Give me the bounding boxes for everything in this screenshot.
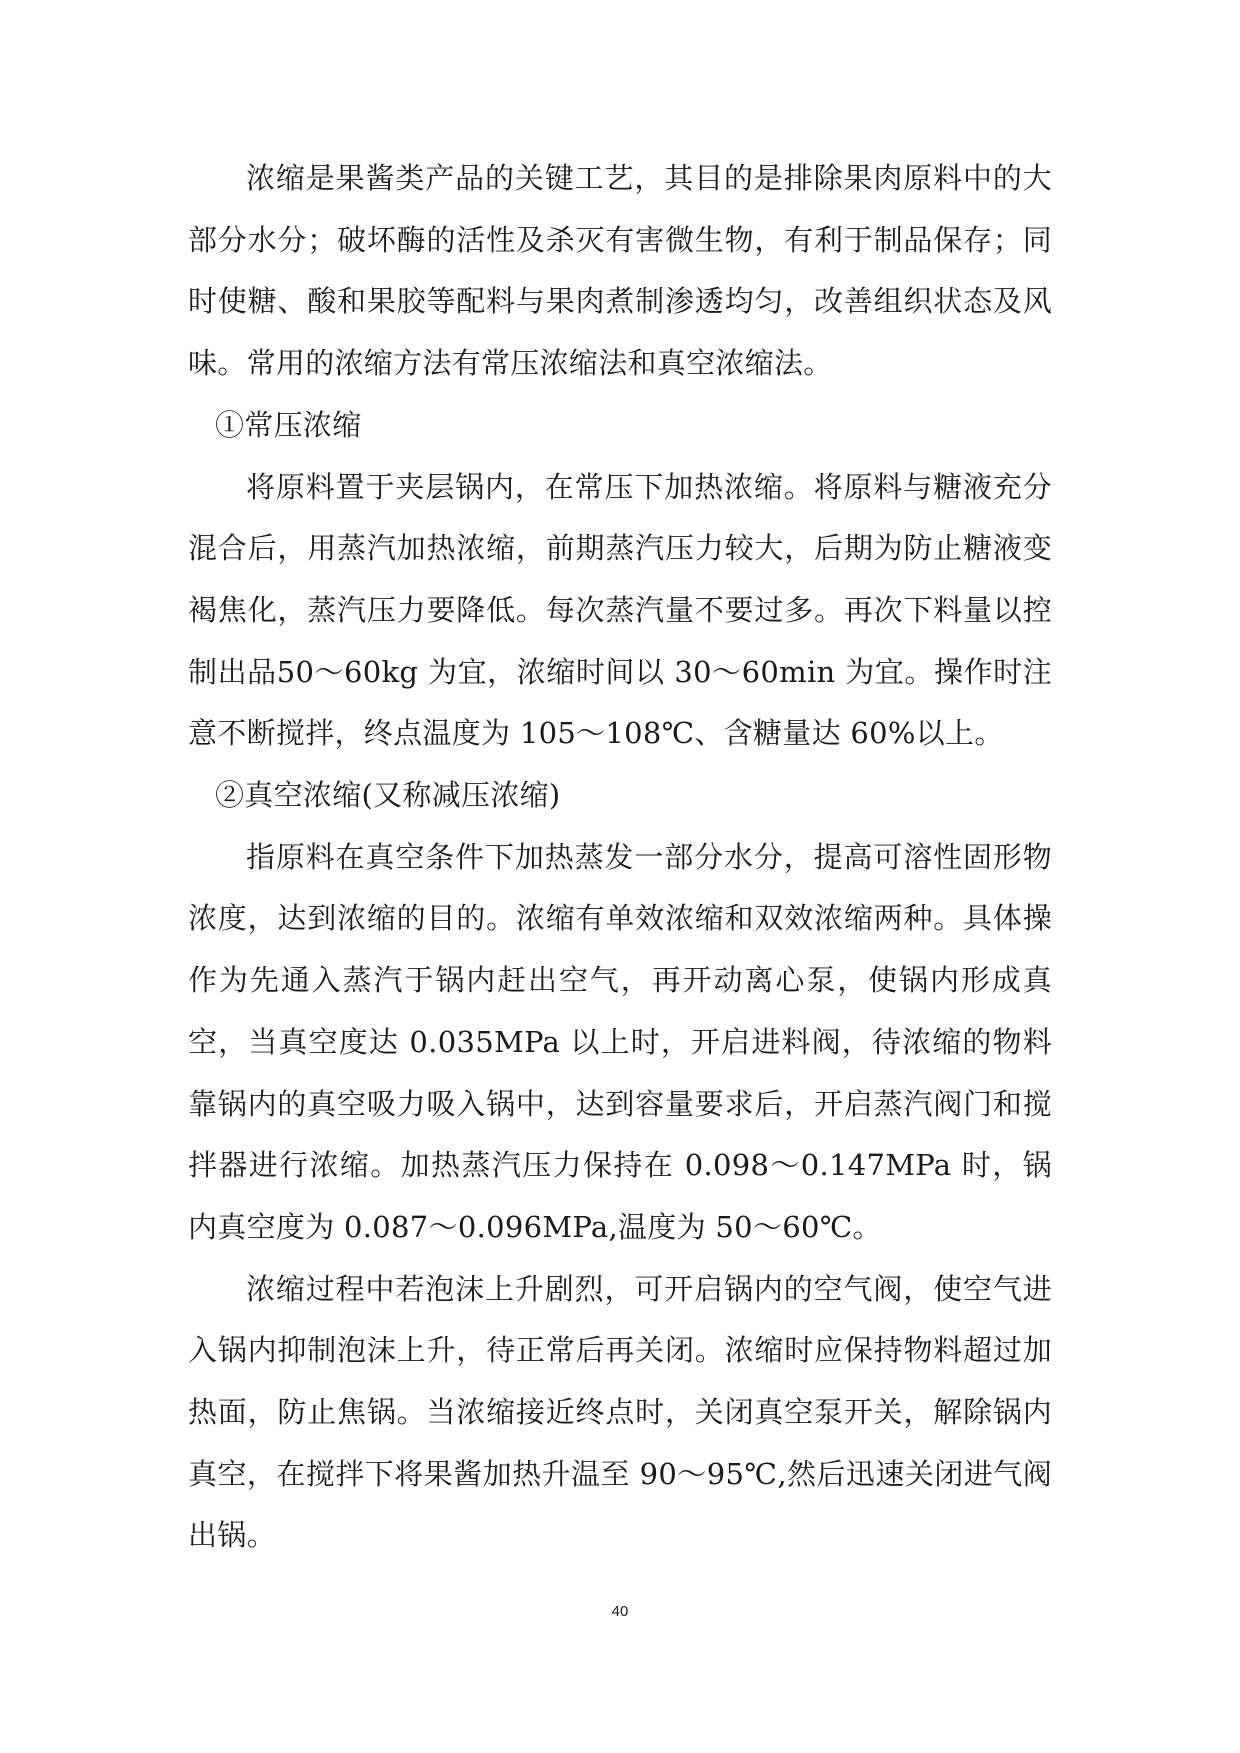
paragraph-foam-control: 浓缩过程中若泡沫上升剧烈，可开启锅内的空气阀，使空气进入锅内抑制泡沫上升，待正常后再关闭。浓缩时应保持物料超过加热面，防止焦锅。当浓缩接近终点时，关闭真空泵开关，解除锅内真空，在搅拌下将果酱加热升温至 90～95℃,然后迅速关闭进气阀出锅。 (188, 1271, 1052, 1553)
page-number: 40 (611, 1603, 629, 1620)
paragraph-concentration-intro: 浓缩是果酱类产品的关键工艺，其目的是排除果肉原料中的大部分水分；破坏酶的活性及杀灭有害微生物，有利于制品保存；同时使糖、酸和果胶等配料与果肉煮制渗透均匀，改善组织状态及风味。常用的浓缩方法有常压浓缩法和真空浓缩法。 (188, 161, 1052, 381)
paragraph-vacuum-concentration: 指原料在真空条件下加热蒸发一部分水分，提高可溶性固形物浓度，达到浓缩的目的。浓缩有单效浓缩和双效浓缩两种。具体操作为先通入蒸汽于锅内赶出空气，再开动离心泵，使锅内形成真空，当真空度达 0.035MPa 以上时，开启进料阀，待浓缩的物料靠锅内的真空吸力吸入锅中，达到容量要求后，开启蒸汽阀门和搅拌器进行浓缩。加热蒸汽压力保持在 0.098～0.147MPa 时，锅内真空度为 0.087～0.096MPa,温度为 50～60℃。 (188, 839, 1052, 1244)
paragraph-atmospheric-concentration: 将原料置于夹层锅内，在常压下加热浓缩。将原料与糖液充分混合后，用蒸汽加热浓缩，前期蒸汽压力较大，后期为防止糖液变褐焦化，蒸汽压力要降低。每次蒸汽量不要过多。再次下料量以控制出品50～60kg 为宜，浓缩时间以 30～60min 为宜。操作时注意不断搅拌，终点温度为 105～108℃、含糖量达 60%以上。 (188, 469, 1052, 751)
section-heading-atmospheric-concentration: ①常压浓缩 (215, 407, 362, 442)
page-body (188, 148, 1052, 1567)
section-heading-vacuum-concentration: ②真空浓缩(又称减压浓缩) (215, 778, 561, 813)
